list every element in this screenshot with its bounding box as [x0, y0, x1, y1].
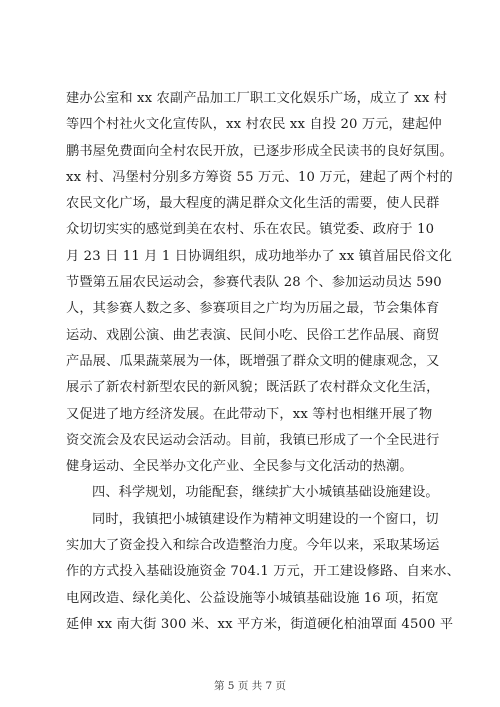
text-line: 众切切实实的感觉到美在农村、乐在农民。镇党委、政府于 10 — [66, 222, 435, 238]
text-line: xx 村、冯堡村分别多方筹资 55 万元、10 万元，建起了两个村的 — [66, 169, 453, 185]
text-line: 电网改造、绿化美化、公益设施等小城镇基础设施 16 项，拓宽 — [66, 590, 439, 606]
text-line: 资交流会及农民运动会活动。目前，我镇已形成了一个全民进行 — [66, 432, 440, 448]
text-line: 实加大了资金投入和综合改造整治力度。今年以来，采取某场运 — [66, 538, 440, 554]
text-line: 又促进了地方经济发展。在此带动下，xx 等村也相继开展了物 — [66, 406, 433, 422]
text-line: 产品展、瓜果蔬菜展为一体，既增强了群众文明的健康观念，又 — [66, 353, 440, 369]
section-heading: 四、科学规划，功能配套，继续扩大小城镇基础设施建设。 — [92, 485, 439, 501]
text-line: 鹏书屋免费面向全村农民开放，已逐步形成全民读书的良好氛围。 — [66, 143, 453, 159]
text-line: 节暨第五届农民运动会，参赛代表队 28 个、参加运动员达 590 — [66, 275, 442, 291]
body-text — [66, 86, 460, 638]
text-line: 作的方式投入基础设施资金 704.1 万元，开工建设修路、自来水、 — [66, 564, 460, 580]
text-line: 等四个村社火文化宣传队，xx 村农民 xx 自投 20 万元，建起仲 — [66, 117, 442, 133]
text-line: 月 23 日 11 月 1 日协调组织，成功地举办了 xx 镇首届民俗文化 — [66, 248, 453, 264]
text-line: 健身运动、全民举办文化产业、全民参与文化活动的热潮。 — [66, 459, 413, 475]
text-line: 建办公室和 xx 农副产品加工厂职工文化娱乐广场，成立了 xx 村 — [66, 91, 448, 106]
page-number-footer: 第 5 页 共 7 页 — [213, 680, 287, 692]
text-line: 农民文化广场，最大程度的满足群众文化生活的需要，使人民群 — [66, 196, 440, 212]
text-line: 运动、戏剧公演、曲艺表演、民间小吃、民俗工艺作品展、商贸 — [66, 327, 440, 343]
text-line: 延伸 xx 南大街 300 米、xx 平方米，街道硬化柏油罩面 4500 平 — [66, 616, 454, 632]
text-line: 展示了新农村新型农民的新风貌；既活跃了农村群众文化生活， — [66, 380, 440, 396]
text-line: 同时，我镇把小城镇建设作为精神文明建设的一个窗口，切 — [92, 511, 439, 527]
text-line: 人，其参赛人数之多、参赛项目之广均为历届之最，节会集体育 — [66, 301, 440, 317]
